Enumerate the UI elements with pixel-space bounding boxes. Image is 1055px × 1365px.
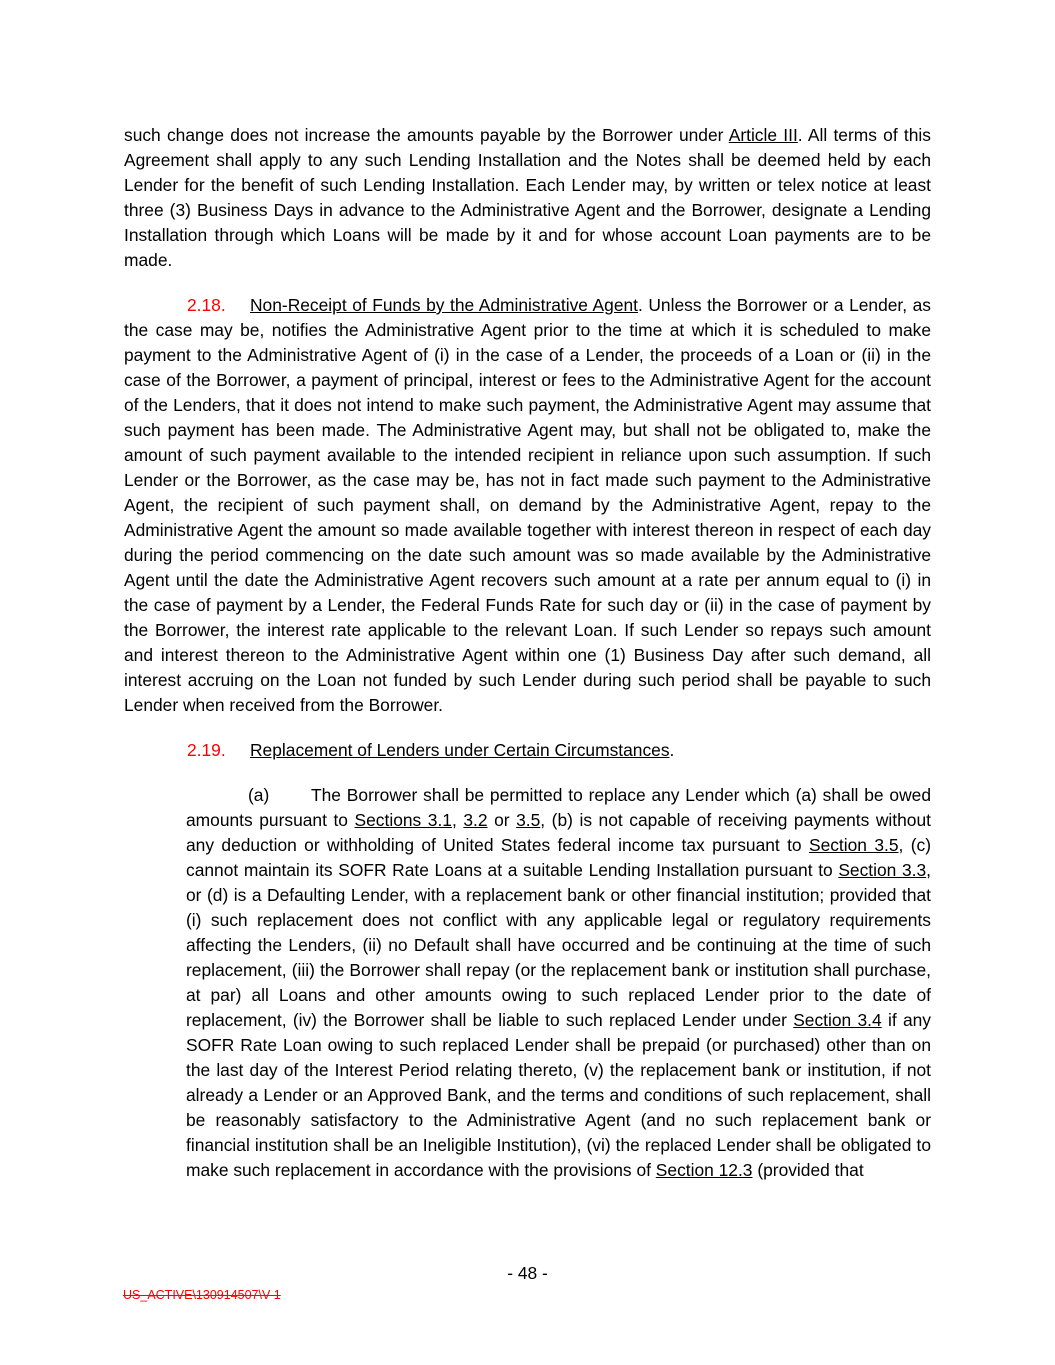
- subsection-a-text: , (c) cannot maintain its SOFR Rate Loans at a suitable Lending Installation pursuant to: [186, 835, 931, 880]
- section-3-5-reference-2: Section 3.5: [808, 835, 899, 855]
- section-3-3-reference: Section 3.3: [838, 860, 927, 880]
- section-2-18-number: 2.18.: [187, 295, 226, 315]
- sections-3-1-reference: Sections 3.1: [354, 810, 452, 830]
- continuation-text-2: . All terms of this Agreement shall apply to any such Lending Installation and the Notes shall be deemed held by each Lender for the benefit of such Lending Installation. Each Lender may, by written or telex notice at least three (3) Business Days in advance to the Administrative Agent and the Borrower, designate a Lending Installation through which Loans will be made by it and for whose account Loan payments are to be made.: [124, 125, 931, 270]
- section-2-19-subsection-a: [186, 783, 931, 1183]
- subsection-a-text: , or (d) is a Defaulting Lender, with a replacement bank or other financial institution; provided that (i) such replacement does not conflict with any applicable legal or regulatory requirements affecting the Lenders, (ii) no Default shall have occurred and be continuing at the time of such replacement, (iii) the Borrower shall repay (or the replacement bank or institution shall purchase, at par) all Loans and other amounts owing to such replaced Lender prior to the date of replacement, (iv) the Borrower shall be liable to such replaced Lender under: [186, 860, 931, 1030]
- subsection-a-text: , (b) is not capable of receiving payments without any deduction or withholding of United States federal income tax pursuant to: [186, 810, 931, 855]
- subsection-a-text: if any SOFR Rate Loan owing to such replaced Lender shall be prepaid (or purchased) other than on the last day of the Interest Period relating thereto, (v) the replacement bank or institution, if not already a Lender or an Approved Bank, and the terms and conditions of such replacement, shall be reasonably satisfactory to the Administrative Agent (and no such replacement bank or financial institution shall be an Ineligible Institution), (vi) the replaced Lender shall be obligated to make such replacement in accordance with the provisions of: [186, 1010, 932, 1180]
- subsection-a-text: The Borrower shall be permitted to replace any Lender which (a) shall be owed amounts pursuant to: [186, 785, 931, 830]
- article-iii-reference: Article III: [728, 125, 798, 145]
- section-2-19-heading: [124, 738, 931, 763]
- section-3-4-reference: Section 3.4: [793, 1010, 882, 1030]
- continuation-paragraph: [124, 123, 931, 273]
- section-2-18-body: . Unless the Borrower or a Lender, as the case may be, notifies the Administrative Agent prior to the time at which it is scheduled to make payment to the Administrative Agent of (i) in the case of a Lender, the proceeds of a Loan or (ii) in the case of the Borrower, a payment of principal, interest or fees to the Administrative Agent for the account of the Lenders, that it does not intend to make such payment, the Administrative Agent may assume that such payment has been made. The Administrative Agent may, but shall not be obligated to, make the amount of such payment available to the intended recipient in reliance upon such assumption. If such Lender or the Borrower, as the case may be, has not in fact made such payment to the Administrative Agent, the recipient of such payment shall, on demand by the Administrative Agent, repay to the Administrative Agent the amount so made available together with interest thereon in respect of each day during the period commencing on the date such amount was so made available by the Administrative Agent until the date the Administrative Agent recovers such amount at a rate per annum equal to (i) in the case of payment by a Lender, the Federal Funds Rate for such day or (ii) in the case of payment by the Borrower, the interest rate applicable to the relevant Loan. If such Lender so repays such amount and interest thereon to the Administrative Agent within one (1) Business Day after such demand, all interest accruing on the Loan not funded by such Lender during such period shall be payable to such Lender when received from the Borrower.: [124, 295, 931, 715]
- section-2-19-title-end: .: [669, 740, 675, 760]
- section-2-18-paragraph: [124, 293, 931, 718]
- subsection-a-label: (a): [248, 785, 270, 805]
- section-3-5-reference: 3.5: [516, 810, 541, 830]
- document-id: US_ACTIVE\130914507\V-1: [123, 1288, 281, 1302]
- page-number: - 48 -: [507, 1263, 548, 1283]
- document-page: [124, 123, 931, 1183]
- section-3-2-reference: 3.2: [463, 810, 488, 830]
- section-2-18-title: Non-Receipt of Funds by the Administrative Agent: [250, 295, 638, 315]
- section-2-19-title: Replacement of Lenders under Certain Circumstances: [250, 740, 670, 760]
- section-12-3-reference: Section 12.3: [655, 1160, 753, 1180]
- continuation-text-1: such change does not increase the amounts payable by the Borrower under: [124, 125, 729, 145]
- subsection-a-paragraph: [186, 783, 931, 1183]
- subsection-a-text: or: [487, 810, 517, 830]
- subsection-a-text: ,: [451, 810, 464, 830]
- section-2-19-number: 2.19.: [187, 740, 226, 760]
- subsection-a-text: (provided that: [752, 1160, 864, 1180]
